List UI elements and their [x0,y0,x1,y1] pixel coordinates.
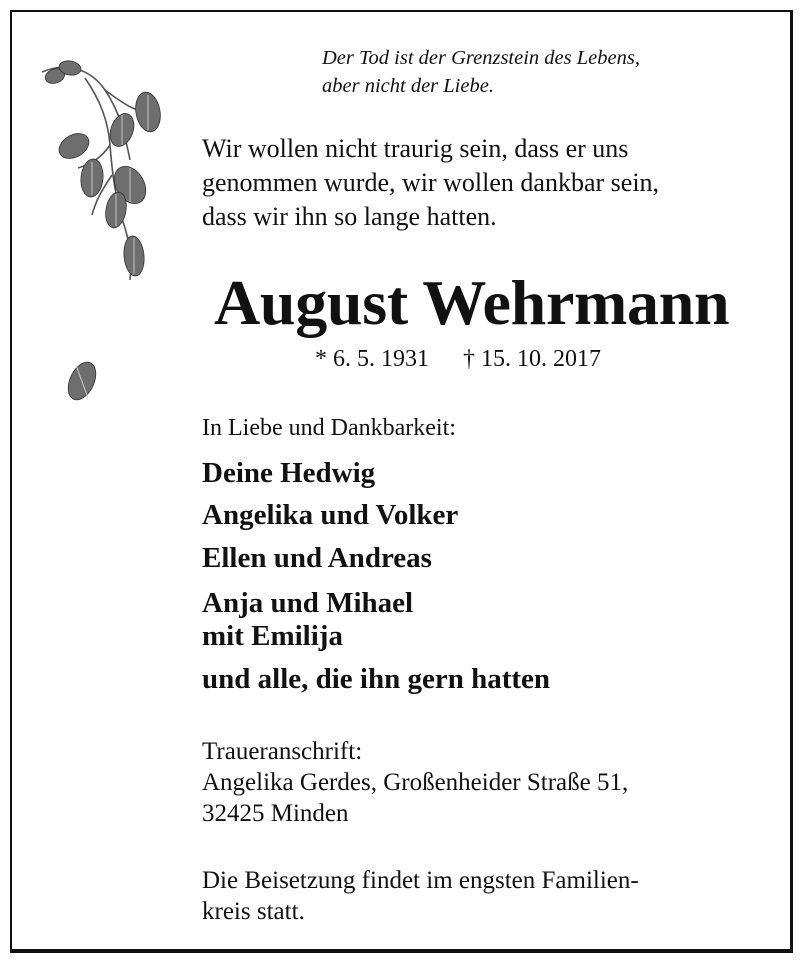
motto-line-1: Der Tod ist der Grenzstein des Lebens, [322,47,640,69]
motto-line-2: aber nicht der Liebe. [322,75,494,97]
funeral-notice [202,865,639,927]
birch-branch-icon [30,50,170,420]
life-dates [315,344,601,374]
mourner-name: Deine Hedwig [202,457,376,489]
intro-line-3: dass wir ihn so lange hatten. [202,202,497,231]
mourning-address [202,736,628,829]
death-date: † 15. 10. 2017 [463,346,601,372]
mourner-name: mit Emilija [202,620,343,652]
intro-line-2: genommen wurde, wir wollen dankbar sein, [202,168,660,197]
mourner-name: Anja und Mihael [202,587,414,619]
mourners-list [202,457,550,696]
intro-line-1: Wir wollen nicht traurig sein, dass er uns [202,134,629,163]
mourner-name: und alle, die ihn gern hatten [202,663,551,695]
intro-text [202,132,659,234]
address-label: Traueranschrift: [202,738,363,765]
notice-line-1: Die Beisetzung findet im engsten Familien- [202,867,639,894]
address-street: Angelika Gerdes, Großenheider Straße 51, [202,769,629,796]
address-city: 32425 Minden [202,800,349,827]
mourner-name: Angelika und Volker [202,499,459,531]
deceased-name: August Wehrmann [214,267,730,338]
birth-date: * 6. 5. 1931 [315,346,429,372]
mourner-name: Ellen und Andreas [202,542,432,574]
notice-line-2: kreis statt. [202,898,305,925]
motto-quote [322,44,640,100]
gratitude-line: In Liebe und Dankbarkeit: [202,415,456,441]
